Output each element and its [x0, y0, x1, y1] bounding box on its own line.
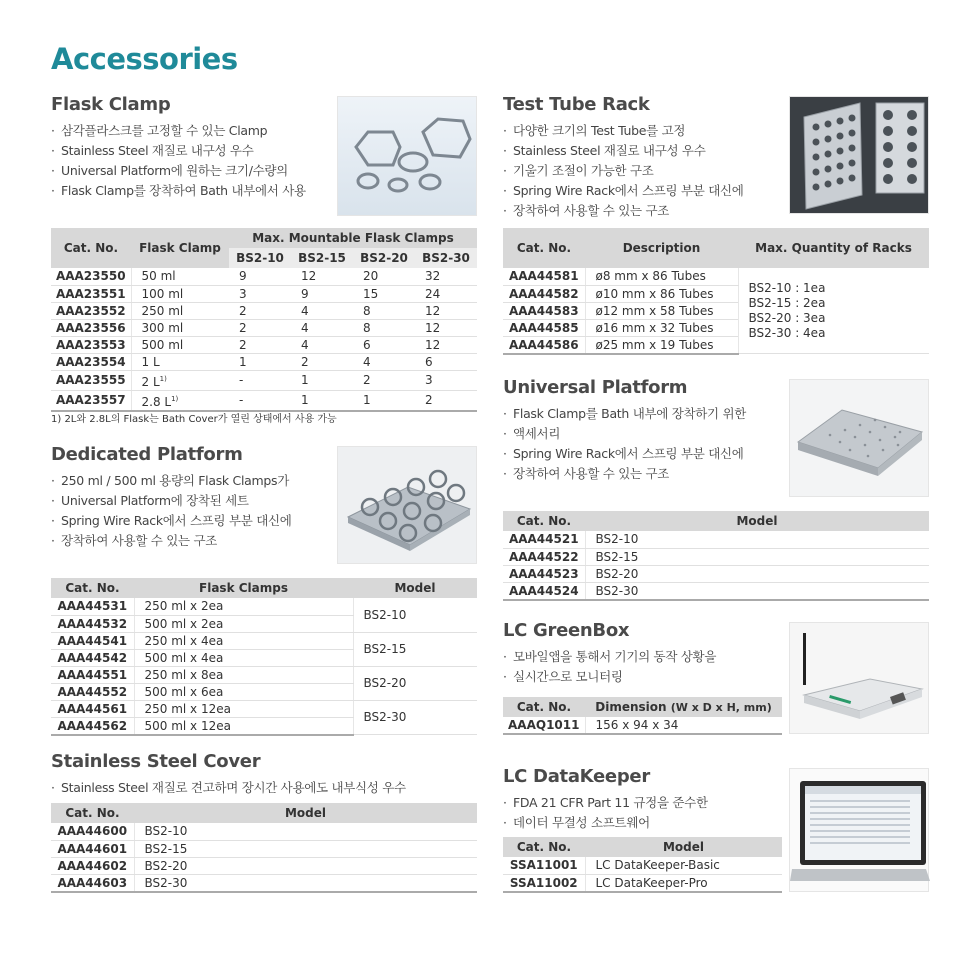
- header-cat: Cat. No.: [503, 697, 585, 717]
- cat-no: AAA23552: [51, 302, 131, 319]
- table-row: [51, 700, 477, 717]
- mount-count: 2: [229, 302, 291, 319]
- universal-platform-table: [503, 511, 929, 601]
- table-row: [503, 874, 782, 892]
- stainless-cover-table: [51, 803, 477, 893]
- table-row: [503, 565, 929, 582]
- bullet-continuation: · 액세서리: [503, 424, 793, 444]
- model: BS2-20: [585, 565, 929, 582]
- mount-count: 2: [291, 353, 353, 370]
- max-quantity: [738, 268, 929, 354]
- mount-count: 1: [229, 353, 291, 370]
- clamp-size-value: 1 L: [141, 354, 160, 369]
- header-dimension-label: Dimension: [595, 700, 667, 714]
- table-row: [503, 548, 929, 565]
- bullet-continuation: · 장착하여 사용할 수 있는 구조: [503, 201, 793, 221]
- lc-greenbox-photo: [789, 622, 929, 734]
- mount-count: 4: [291, 319, 353, 336]
- clamp-size-value: 500 ml: [141, 337, 184, 352]
- table-row: [503, 268, 929, 285]
- mount-count: 3: [415, 370, 477, 390]
- clamp-size: [131, 319, 229, 336]
- mount-count: 12: [415, 302, 477, 319]
- model: BS2-10: [353, 598, 477, 632]
- model: BS2-30: [585, 582, 929, 600]
- cat-no: AAA44583: [503, 302, 585, 319]
- description: ø8 mm x 86 Tubes: [585, 268, 738, 285]
- max-quantity-line: BS2-20 : 3ea: [748, 310, 826, 325]
- model: BS2-15: [585, 548, 929, 565]
- mount-count: 32: [415, 268, 477, 285]
- bullet: · Stainless Steel 재질로 내구성 우수: [503, 141, 793, 161]
- bullet-continuation: · Flask Clamp를 장착하여 Bath 내부에서 사용: [51, 181, 341, 201]
- cat-no: AAA44600: [51, 823, 134, 840]
- cat-no: SSA11002: [503, 874, 585, 892]
- cat-no: AAA44562: [51, 717, 134, 735]
- section-title: Flask Clamp: [51, 94, 171, 115]
- header-clamp: Flask Clamp: [131, 228, 229, 268]
- table-row: [51, 840, 477, 857]
- header-cat: Cat. No.: [51, 578, 134, 598]
- model: BS2-15: [353, 632, 477, 666]
- cat-no: AAA44602: [51, 857, 134, 874]
- header-cat: Cat. No.: [503, 837, 585, 857]
- dedicated-platform-section: [51, 444, 341, 551]
- cat-no: AAA23551: [51, 285, 131, 302]
- mount-count: 1: [291, 370, 353, 390]
- page-title: Accessories: [51, 42, 238, 76]
- bullet: · Spring Wire Rack에서 스프링 부분 대신에: [503, 181, 793, 201]
- flask-clamps: 500 ml x 4ea: [134, 649, 353, 666]
- table-row: [503, 717, 782, 734]
- header-model: BS2-20: [353, 248, 415, 268]
- flask-clamps: 250 ml x 2ea: [134, 598, 353, 615]
- clamp-size-value: 250 ml: [141, 303, 184, 318]
- model: BS2-30: [353, 700, 477, 735]
- clamp-size: [131, 370, 229, 390]
- table-row: [51, 666, 477, 683]
- header-model: BS2-30: [415, 248, 477, 268]
- model: BS2-20: [134, 857, 477, 874]
- cat-no: AAA44541: [51, 632, 134, 649]
- max-quantity-line: BS2-30 : 4ea: [748, 325, 826, 340]
- cat-no: SSA11001: [503, 857, 585, 874]
- cat-no: AAA44582: [503, 285, 585, 302]
- mount-count: 2: [229, 336, 291, 353]
- clamp-size-value: 50 ml: [141, 269, 176, 284]
- header-cat: Cat. No.: [503, 511, 585, 531]
- table-row: [503, 531, 929, 548]
- cat-no: AAA23550: [51, 268, 131, 285]
- clamp-size: [131, 285, 229, 302]
- flask-clamps: 500 ml x 12ea: [134, 717, 353, 735]
- bullet: · Stainless Steel 재질로 견고하며 장시간 사용에도 내부식성 우수: [51, 778, 477, 798]
- cat-no: AAA44532: [51, 615, 134, 632]
- clamp-size: [131, 390, 229, 411]
- model: LC DataKeeper-Pro: [585, 874, 782, 892]
- clamp-size: [131, 353, 229, 370]
- cat-no: AAA23556: [51, 319, 131, 336]
- dedicated-platform-table: [51, 578, 477, 736]
- universal-platform-photo: [789, 379, 929, 497]
- clamp-size-value: 2 L: [141, 374, 160, 389]
- lc-greenbox-table: [503, 697, 782, 735]
- mount-count: 3: [229, 285, 291, 302]
- mount-count: 9: [291, 285, 353, 302]
- table-row: [51, 823, 477, 840]
- cat-no: AAA44581: [503, 268, 585, 285]
- cat-no: AAA44603: [51, 874, 134, 892]
- table-row: [51, 268, 477, 285]
- mount-count: 2: [415, 390, 477, 411]
- bullet-continuation: · 장착하여 사용할 수 있는 구조: [51, 531, 341, 551]
- clamp-size-value: 2.8 L: [141, 394, 172, 409]
- dedicated-platform-photo: [337, 446, 477, 564]
- cat-no: AAA44552: [51, 683, 134, 700]
- mount-count: -: [229, 390, 291, 411]
- mount-count: 8: [353, 302, 415, 319]
- flask-clamp-table: [51, 228, 477, 412]
- header-cat: Cat. No.: [503, 228, 585, 268]
- lc-datakeeper-section: [503, 766, 793, 833]
- description: ø10 mm x 86 Tubes: [585, 285, 738, 302]
- header-cat: Cat. No.: [51, 228, 131, 268]
- cat-no: AAA44521: [503, 531, 585, 548]
- flask-clamp-section: [51, 94, 341, 201]
- description: ø12 mm x 58 Tubes: [585, 302, 738, 319]
- clamp-size-value: 300 ml: [141, 320, 184, 335]
- bullet-continuation: · 데이터 무결성 소프트웨어: [503, 813, 793, 833]
- table-row: [51, 598, 477, 615]
- clamp-size: [131, 302, 229, 319]
- header-model: BS2-15: [291, 248, 353, 268]
- footnote-ref: 1): [159, 374, 167, 383]
- table-row: [51, 285, 477, 302]
- test-tube-rack-section: [503, 94, 793, 221]
- mount-count: 6: [415, 353, 477, 370]
- cat-no: AAA44585: [503, 319, 585, 336]
- header-model: Model: [134, 803, 477, 823]
- table-row: [51, 353, 477, 370]
- table-row: [51, 302, 477, 319]
- lc-greenbox-section: [503, 620, 793, 687]
- flask-clamps: 250 ml x 8ea: [134, 666, 353, 683]
- table-row: [51, 632, 477, 649]
- lc-datakeeper-photo: [789, 768, 929, 892]
- section-title: LC DataKeeper: [503, 766, 650, 787]
- clamp-size: [131, 336, 229, 353]
- header-desc: Description: [585, 228, 738, 268]
- cat-no: AAA44523: [503, 565, 585, 582]
- model: BS2-30: [134, 874, 477, 892]
- cat-no: AAA44524: [503, 582, 585, 600]
- stainless-cover-section: [51, 751, 477, 798]
- model: LC DataKeeper-Basic: [585, 857, 782, 874]
- bullet: · FDA 21 CFR Part 11 규정을 준수한: [503, 793, 793, 813]
- description: ø25 mm x 19 Tubes: [585, 336, 738, 354]
- bullet: · Universal Platform에 원하는 크기/수량의: [51, 161, 341, 181]
- header-max: Max. Mountable Flask Clamps: [229, 228, 477, 248]
- mount-count: 2: [229, 319, 291, 336]
- mount-count: 15: [353, 285, 415, 302]
- mount-count: 2: [353, 370, 415, 390]
- bullet: · 250 ml / 500 ml 용량의 Flask Clamps가: [51, 471, 341, 491]
- max-quantity-line: BS2-10 : 1ea: [748, 280, 826, 295]
- mount-count: 12: [291, 268, 353, 285]
- footnote: 1) 2L와 2.8L의 Flask는 Bath Cover가 열린 상태에서 사용 가능: [51, 414, 337, 425]
- header-dimension-unit: (W x D x H, mm): [670, 701, 772, 714]
- test-tube-rack-table: [503, 228, 929, 355]
- bullet-continuation: · Universal Platform에 장착된 세트: [51, 491, 341, 511]
- bullet: · 삼각플라스크를 고정할 수 있는 Clamp: [51, 121, 341, 141]
- header-clamps: Flask Clamps: [134, 578, 353, 598]
- section-title: Dedicated Platform: [51, 444, 243, 465]
- section-title: Test Tube Rack: [503, 94, 650, 115]
- cat-no: AAA23557: [51, 390, 131, 411]
- cat-no: AAAQ1011: [503, 717, 585, 734]
- mount-count: 1: [291, 390, 353, 411]
- bullet: · Spring Wire Rack에서 스프링 부분 대신에: [51, 511, 341, 531]
- mount-count: 6: [353, 336, 415, 353]
- model: BS2-20: [353, 666, 477, 700]
- mount-count: -: [229, 370, 291, 390]
- flask-clamps: 250 ml x 4ea: [134, 632, 353, 649]
- table-row: [51, 370, 477, 390]
- cat-no: AAA23554: [51, 353, 131, 370]
- mount-count: 8: [353, 319, 415, 336]
- table-row: [51, 874, 477, 892]
- header-model: Model: [353, 578, 477, 598]
- description: ø16 mm x 32 Tubes: [585, 319, 738, 336]
- header-dimension: [585, 697, 782, 717]
- section-title: LC GreenBox: [503, 620, 630, 641]
- mount-count: 12: [415, 336, 477, 353]
- cat-no: AAA23553: [51, 336, 131, 353]
- test-tube-rack-photo: [789, 96, 929, 214]
- mount-count: 1: [353, 390, 415, 411]
- bullet: · Flask Clamp를 Bath 내부에 장착하기 위한: [503, 404, 793, 424]
- dimension: 156 x 94 x 34: [585, 717, 782, 734]
- cat-no: AAA44531: [51, 598, 134, 615]
- table-row: [51, 857, 477, 874]
- table-row: [51, 336, 477, 353]
- model: BS2-10: [134, 823, 477, 840]
- header-model: BS2-10: [229, 248, 291, 268]
- cat-no: AAA44522: [503, 548, 585, 565]
- cat-no: AAA44551: [51, 666, 134, 683]
- footnote-ref: 1): [171, 394, 179, 403]
- max-quantity-line: BS2-15 : 2ea: [748, 295, 826, 310]
- header-model: Model: [585, 511, 929, 531]
- clamp-size: [131, 268, 229, 285]
- bullet: · Stainless Steel 재질로 내구성 우수: [51, 141, 341, 161]
- model: BS2-15: [134, 840, 477, 857]
- cat-no: AAA44586: [503, 336, 585, 354]
- table-row: [51, 319, 477, 336]
- table-row: [503, 857, 782, 874]
- header-model: Model: [585, 837, 782, 857]
- flask-clamp-photo: [337, 96, 477, 216]
- table-row: [51, 390, 477, 411]
- mount-count: 4: [353, 353, 415, 370]
- mount-count: 4: [291, 336, 353, 353]
- section-title: Stainless Steel Cover: [51, 751, 261, 772]
- universal-platform-section: [503, 377, 793, 484]
- mount-count: 24: [415, 285, 477, 302]
- bullet: · 다양한 크기의 Test Tube를 고정: [503, 121, 793, 141]
- flask-clamps: 500 ml x 6ea: [134, 683, 353, 700]
- flask-clamps: 250 ml x 12ea: [134, 700, 353, 717]
- bullet: · Spring Wire Rack에서 스프링 부분 대신에: [503, 444, 793, 464]
- cat-no: AAA23555: [51, 370, 131, 390]
- model: BS2-10: [585, 531, 929, 548]
- bullet: · 모바일앱을 통해서 기기의 동작 상황을: [503, 647, 793, 667]
- bullet: · 기울기 조절이 가능한 구조: [503, 161, 793, 181]
- header-cat: Cat. No.: [51, 803, 134, 823]
- lc-datakeeper-table: [503, 837, 782, 893]
- table-row: [503, 582, 929, 600]
- mount-count: 20: [353, 268, 415, 285]
- mount-count: 9: [229, 268, 291, 285]
- bullet-continuation: · 실시간으로 모니터링: [503, 667, 793, 687]
- clamp-size-value: 100 ml: [141, 286, 184, 301]
- bullet-continuation: · 장착하여 사용할 수 있는 구조: [503, 464, 793, 484]
- flask-clamps: 500 ml x 2ea: [134, 615, 353, 632]
- section-title: Universal Platform: [503, 377, 688, 398]
- cat-no: AAA44542: [51, 649, 134, 666]
- mount-count: 12: [415, 319, 477, 336]
- cat-no: AAA44601: [51, 840, 134, 857]
- cat-no: AAA44561: [51, 700, 134, 717]
- header-max: Max. Quantity of Racks: [738, 228, 929, 268]
- mount-count: 4: [291, 302, 353, 319]
